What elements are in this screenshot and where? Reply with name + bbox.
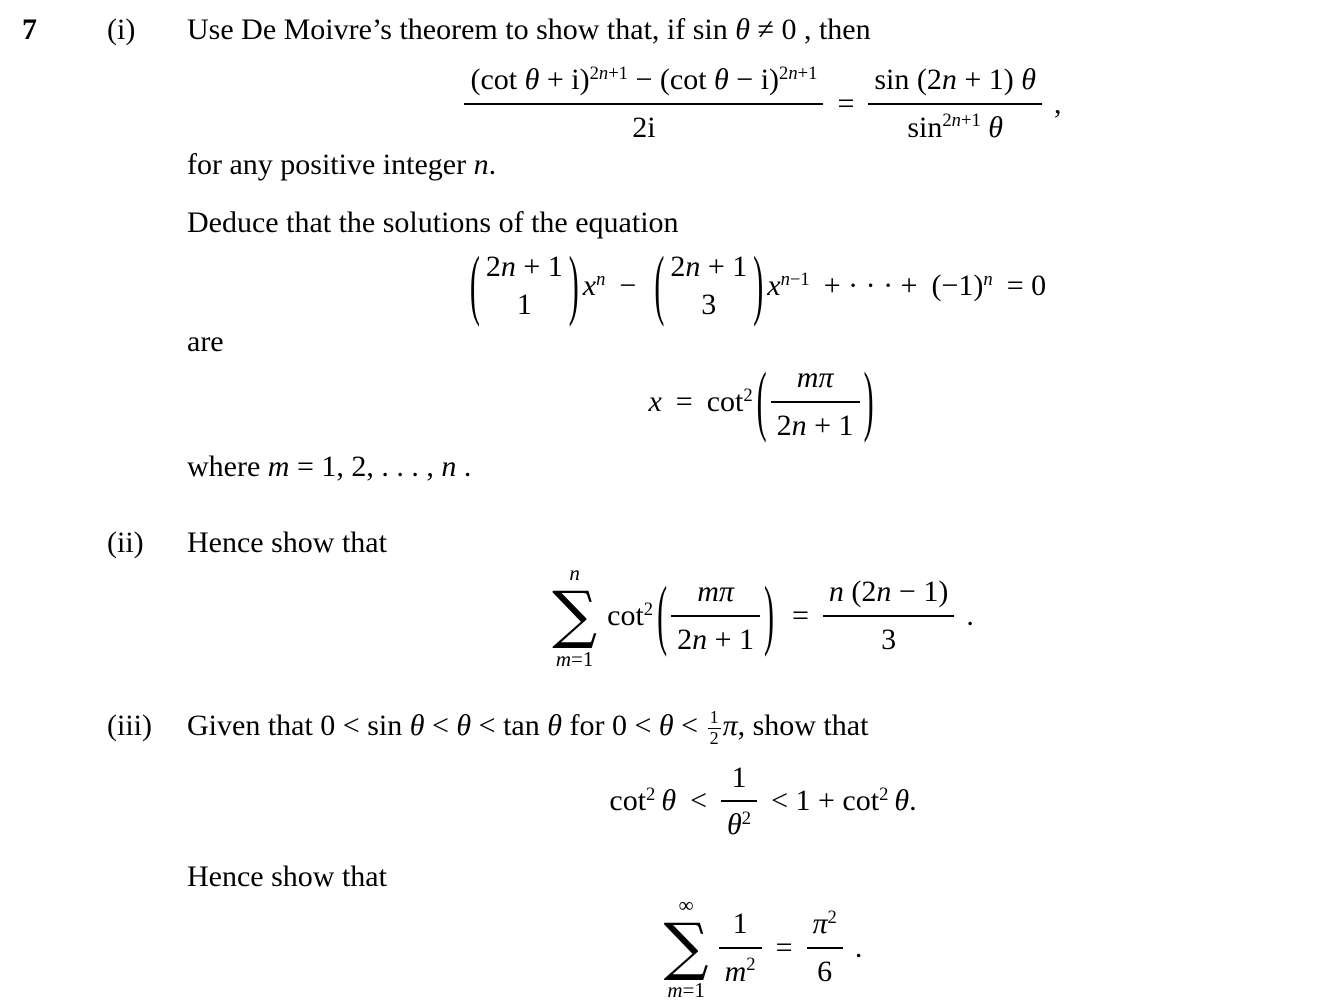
- trailing-period: .: [854, 930, 863, 964]
- math-token: +1: [960, 110, 981, 132]
- pi-symbol: π: [722, 709, 738, 743]
- math-token: 2: [743, 384, 753, 406]
- part-iii-label: (iii): [107, 709, 152, 743]
- exponent: [942, 110, 980, 131]
- math-token: 2: [779, 62, 789, 84]
- exponent: [779, 63, 817, 84]
- m-variable: m: [555, 646, 572, 671]
- exponent: [646, 784, 655, 805]
- part-row: [0, 708, 1339, 749]
- x-variable: x: [767, 268, 781, 302]
- theta-symbol: θ: [894, 784, 910, 818]
- cot-function: cot: [607, 599, 644, 633]
- math-token: n: [500, 250, 516, 283]
- math-token: ≠ 0 , then: [750, 13, 871, 46]
- less-than-sign: <: [690, 784, 708, 818]
- cot-squared: [707, 383, 753, 421]
- math-token: (cot: [470, 63, 525, 96]
- math-token: 2: [709, 727, 719, 748]
- math-token: − i): [728, 63, 780, 96]
- math-token: 2: [646, 784, 656, 806]
- fraction-lhs-numerator: [464, 61, 823, 103]
- math-token: Use De Moivre’s theorem to show that, if sin: [187, 13, 736, 46]
- fraction-one-over-theta-squared: [721, 759, 757, 844]
- math-token: n: [788, 62, 798, 84]
- math-token: <: [424, 709, 457, 743]
- fraction-denominator: [671, 615, 760, 659]
- pi-symbol: π: [718, 575, 734, 609]
- part-row: [0, 526, 1339, 560]
- math-token: n: [596, 268, 606, 290]
- left-paren: (: [756, 357, 767, 444]
- part-ii-label: (ii): [107, 526, 144, 559]
- math-token: + 1: [707, 622, 754, 656]
- math-token: < tan: [471, 709, 548, 743]
- math-token: −1: [789, 268, 810, 290]
- math-token: <: [673, 709, 706, 743]
- fraction-denominator: [807, 947, 843, 991]
- binomial-column: [668, 248, 749, 323]
- trailing-period: .: [909, 784, 917, 818]
- theta-symbol: θ: [456, 709, 472, 743]
- line-hence: Hence show that: [187, 859, 387, 893]
- math-token: where: [187, 450, 268, 483]
- minus-one-power-n: [932, 267, 993, 305]
- summation-lower-limit: [667, 979, 705, 1001]
- math-token: 2: [741, 807, 752, 829]
- line-are: are: [187, 325, 224, 358]
- line-deduce: Deduce that the solutions of the equation: [187, 206, 679, 239]
- m-variable: m: [697, 575, 719, 609]
- left-paren: (: [469, 241, 480, 328]
- math-token: for 0 <: [561, 709, 659, 743]
- math-token: + 1): [956, 63, 1022, 96]
- x-power-n: [583, 267, 606, 305]
- math-token: =1: [682, 978, 705, 1002]
- plus-dots-plus: + · · · +: [823, 268, 918, 302]
- m-variable: m: [667, 978, 683, 1002]
- math-token: n: [941, 63, 957, 96]
- math-token: 2: [589, 62, 599, 84]
- sigma-symbol: ∑: [552, 578, 598, 652]
- theta-symbol: θ: [727, 808, 742, 842]
- exponent: [590, 63, 628, 84]
- fraction-m-pi: [771, 359, 860, 444]
- text-row: [0, 450, 1339, 484]
- equals-sign: =: [775, 930, 793, 964]
- math-token: , show that: [737, 709, 869, 743]
- trailing-period: .: [966, 599, 974, 633]
- math-token: .: [456, 450, 472, 483]
- math-token: 2: [827, 906, 837, 928]
- math-token: .: [488, 148, 497, 181]
- pi-symbol: π: [818, 361, 834, 394]
- math-token: 2: [776, 408, 792, 442]
- math-token: < 1 + cot: [771, 784, 880, 818]
- n-variable: n: [828, 575, 844, 609]
- cot-function: cot: [609, 784, 647, 818]
- binomial-coefficient-2: [650, 241, 767, 328]
- right-paren: ): [753, 241, 764, 328]
- binomial-top: [486, 248, 563, 286]
- math-token: 2: [485, 250, 501, 283]
- fraction-numerator: [671, 573, 760, 615]
- exponent: [781, 269, 810, 290]
- math-token: (−1): [931, 268, 984, 302]
- fraction-numerator: [721, 759, 757, 801]
- fraction-rhs-numerator: [868, 61, 1042, 103]
- math-token: − 1): [891, 575, 949, 609]
- math-token: 2: [677, 622, 693, 656]
- math-token: (cot: [659, 63, 715, 96]
- theta-symbol: θ: [524, 63, 540, 96]
- math-token: 2: [942, 110, 952, 132]
- math-token: 6: [817, 954, 833, 988]
- n-variable: n: [569, 561, 580, 585]
- math-token: for any positive integer: [187, 148, 474, 181]
- fraction-denominator: [719, 947, 762, 991]
- x-variable: x: [582, 268, 597, 302]
- equals-sign: =: [792, 599, 809, 633]
- math-token: + 1: [515, 250, 563, 283]
- exponent: [983, 269, 992, 290]
- fraction-lhs: [464, 61, 823, 146]
- line-where: [187, 450, 1339, 484]
- math-token: 1: [731, 760, 747, 794]
- binomial-column: [484, 248, 565, 323]
- question-row: [0, 13, 1339, 47]
- equals-sign: =: [837, 86, 855, 120]
- left-paren: (: [657, 572, 668, 659]
- math-token: ,: [418, 450, 442, 483]
- math-token: 2: [879, 784, 889, 806]
- minus-sign: −: [619, 268, 637, 302]
- equation-polynomial: [187, 241, 1339, 328]
- theta-symbol: θ: [735, 13, 750, 46]
- binomial-bottom: 1: [516, 287, 532, 321]
- cot-squared: [607, 597, 653, 635]
- m-variable: m: [724, 954, 747, 988]
- math-token: +1: [608, 62, 628, 84]
- n-variable: n: [692, 622, 708, 656]
- part-iii-intro: [187, 708, 1339, 749]
- math-token: n: [598, 62, 609, 84]
- equals-sign: =: [675, 384, 693, 418]
- pi-symbol: π: [812, 907, 828, 940]
- math-token: 3: [881, 622, 897, 656]
- text-row: [0, 325, 1339, 359]
- left-paren: (: [654, 241, 665, 328]
- cot-squared-theta: [609, 782, 676, 820]
- cot-function: cot: [706, 384, 744, 418]
- fraction-lhs-denominator: [464, 103, 823, 147]
- n-variable: n: [473, 148, 489, 181]
- math-token: 2i: [632, 110, 656, 144]
- math-token: sin: [907, 110, 943, 144]
- summation-lower-limit: [556, 648, 594, 670]
- equation-demoivre: [187, 61, 1339, 146]
- part-i-intro: [187, 13, 1339, 47]
- exponent: [742, 808, 751, 829]
- minus-sign: −: [627, 63, 660, 96]
- theta-symbol: θ: [1021, 63, 1037, 96]
- fraction-denominator: [771, 401, 860, 445]
- exponent: [746, 954, 755, 975]
- exponent: [879, 784, 888, 805]
- math-token: (2: [843, 575, 877, 609]
- math-token: +1: [797, 62, 818, 84]
- part-ii-intro: Hence show that: [187, 526, 387, 559]
- fraction-denominator: [823, 615, 954, 659]
- equation-basel: [187, 894, 1339, 1002]
- math-token: 1: [709, 706, 719, 727]
- binomial-coefficient-1: [466, 241, 583, 328]
- equation-roots: [187, 359, 1339, 444]
- one-half-fraction: [708, 708, 721, 749]
- text-row: [0, 860, 1339, 894]
- math-token: = 1, 2,: [289, 450, 382, 483]
- math-token: sin (2: [874, 63, 942, 96]
- fraction-numerator: [807, 905, 843, 947]
- exponent: [828, 907, 837, 928]
- text-row: [0, 148, 1339, 182]
- fraction-numerator: [823, 573, 954, 615]
- equation-inequality: [187, 759, 1339, 844]
- math-token: + 1: [806, 408, 854, 442]
- fraction-m-pi: [671, 573, 760, 658]
- ellipsis: . . .: [381, 450, 419, 483]
- line-positive-integer: [187, 148, 1339, 182]
- theta-symbol: θ: [980, 110, 1004, 144]
- equals-zero: = 0: [1006, 268, 1047, 302]
- math-token: + 1: [700, 250, 748, 283]
- math-token: =1: [571, 646, 594, 671]
- fraction-n-2n-minus-1: [823, 573, 954, 658]
- m-variable: m: [796, 361, 819, 394]
- math-token: 2: [670, 250, 686, 283]
- theta-symbol: θ: [714, 63, 729, 96]
- fraction-rhs-denominator: [868, 103, 1042, 147]
- math-token: n: [951, 110, 961, 132]
- fraction-numerator: [719, 905, 762, 947]
- summation: [664, 894, 709, 1002]
- theta-symbol: θ: [661, 784, 677, 818]
- exponent: [743, 385, 752, 406]
- theta-symbol: θ: [658, 709, 674, 743]
- fraction-one-over-m-squared: [719, 905, 762, 990]
- n-variable: n: [791, 408, 807, 442]
- math-token: Given that 0 < sin: [187, 709, 410, 743]
- math-token: 2: [643, 599, 654, 620]
- equation-cot-squared-sum: [187, 562, 1339, 670]
- summation: [552, 562, 597, 670]
- x-power-n-minus-1: [767, 267, 809, 305]
- right-paren: ): [764, 572, 774, 659]
- fraction-pi-squared-over-six: [807, 905, 843, 990]
- binomial-bottom: 3: [701, 287, 717, 321]
- binomial-top: [670, 248, 747, 286]
- math-token: n: [780, 268, 790, 290]
- math-token: 1: [732, 907, 748, 940]
- exponent: [644, 599, 653, 620]
- sigma-symbol: ∑: [663, 909, 709, 983]
- math-token: n: [685, 250, 701, 283]
- n-variable: n: [876, 575, 892, 609]
- math-token: 2: [746, 954, 756, 976]
- n-variable: n: [441, 450, 457, 483]
- one-plus-cot-squared-theta: [771, 782, 917, 820]
- text-row: [0, 206, 1339, 240]
- infinity-symbol: ∞: [678, 892, 694, 917]
- part-i-label: (i): [107, 13, 136, 46]
- trailing-comma: ,: [1054, 86, 1062, 120]
- fraction-rhs: [868, 61, 1042, 146]
- right-paren: ): [863, 357, 874, 444]
- m-variable: m: [267, 450, 290, 483]
- theta-symbol: θ: [409, 709, 425, 743]
- right-paren: ): [568, 241, 579, 328]
- x-variable: x: [648, 384, 662, 418]
- fraction-numerator: [771, 359, 860, 401]
- math-token: n: [983, 268, 993, 290]
- math-token: + i): [539, 63, 590, 96]
- theta-symbol: θ: [547, 709, 562, 743]
- question-number: 7: [22, 13, 37, 46]
- exponent: [596, 269, 605, 290]
- fraction-denominator: [721, 800, 757, 844]
